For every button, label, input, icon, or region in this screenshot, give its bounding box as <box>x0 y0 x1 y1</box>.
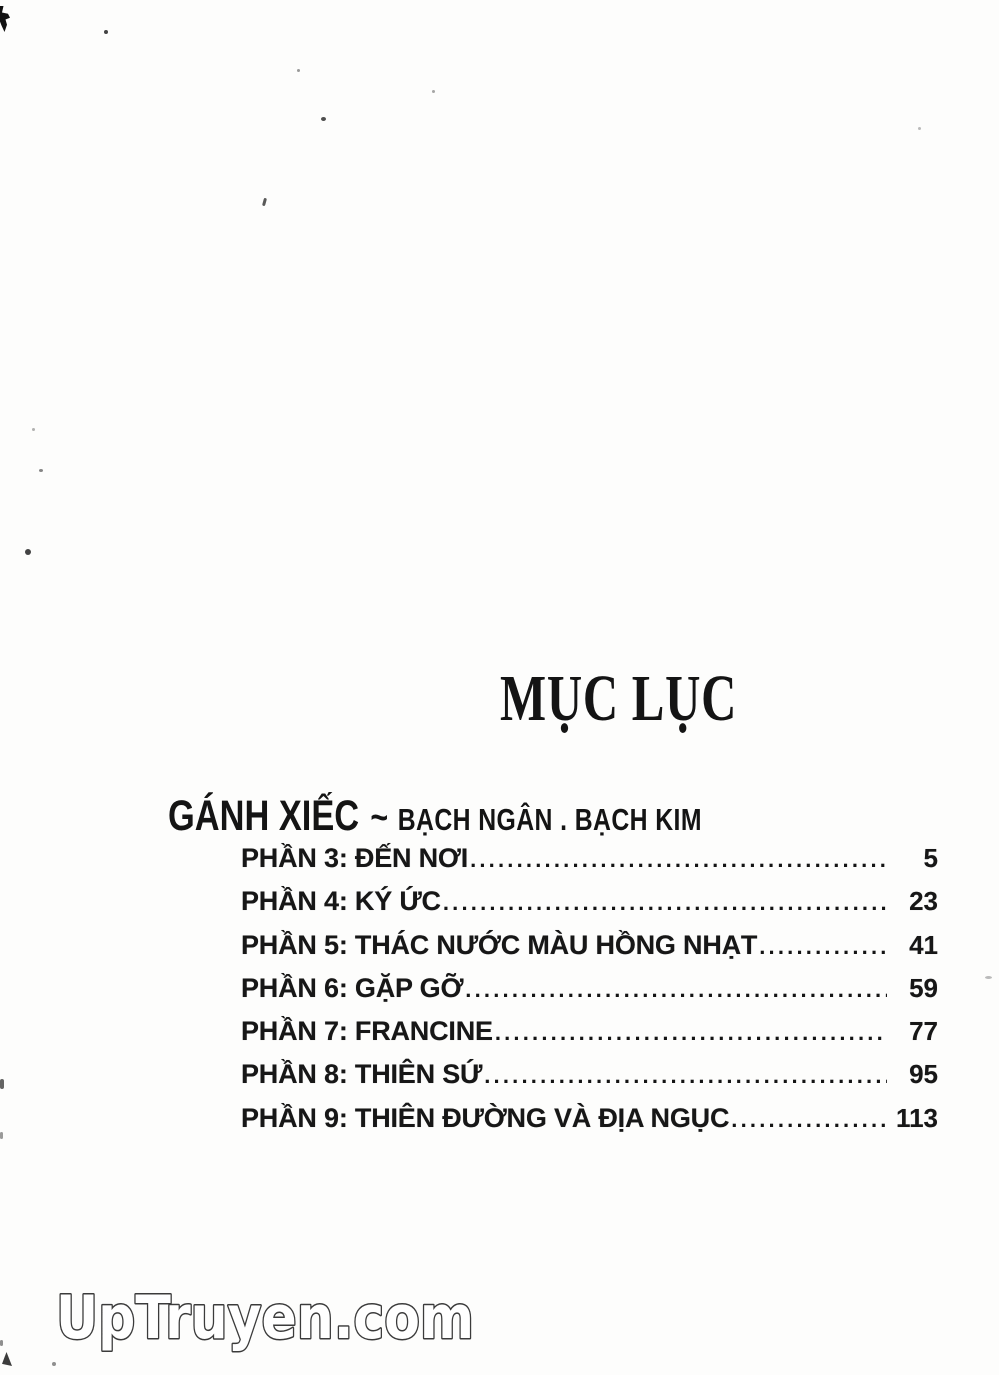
dot-leader <box>759 934 887 960</box>
toc-row <box>241 843 938 886</box>
dot-leader <box>731 1107 887 1133</box>
toc-entry-page: 59 <box>909 972 938 1003</box>
dot-leader <box>465 977 887 1003</box>
scan-artifact-corner <box>0 6 10 32</box>
toc-entry-label: PHẦN 6: GẶP GỠ <box>241 972 464 1003</box>
toc-entry-page: 41 <box>909 929 938 960</box>
toc-entry-page: 23 <box>909 886 938 917</box>
scan-artifact-bottom <box>2 1352 12 1366</box>
dot-leader <box>495 1020 887 1046</box>
toc-row <box>241 973 938 1016</box>
toc-row <box>241 930 938 973</box>
toc-list <box>241 843 938 1146</box>
toc-row <box>241 886 938 929</box>
toc-entry-label: PHẦN 8: THIÊN SỨ <box>241 1059 483 1090</box>
scan-speck <box>25 549 31 555</box>
dot-leader <box>484 1063 887 1089</box>
scan-speck <box>432 90 435 93</box>
scan-speck <box>321 117 326 121</box>
scan-speck <box>104 30 108 34</box>
series-heading <box>168 792 702 841</box>
scan-speck <box>0 1132 3 1139</box>
scan-speck <box>297 69 300 72</box>
scan-speck <box>39 469 43 472</box>
dot-leader <box>443 890 887 916</box>
toc-entry-label: PHẦN 4: KÝ ỨC <box>241 886 441 917</box>
series-name: GÁNH XIẾC <box>168 792 360 840</box>
scan-speck <box>985 976 992 979</box>
toc-entry-page: 77 <box>909 1016 938 1047</box>
dot-leader <box>470 847 887 873</box>
toc-entry-label: PHẦN 3: ĐẾN NƠI <box>241 843 469 873</box>
series-authors: BẠCH NGÂN . BẠCH KIM <box>397 802 702 837</box>
scan-speck <box>0 1079 4 1089</box>
scan-speck <box>262 198 267 207</box>
scan-speck <box>918 127 921 130</box>
toc-entry-page: 5 <box>923 843 938 873</box>
toc-row <box>241 1016 938 1059</box>
scan-speck <box>32 428 35 431</box>
scan-speck <box>0 1340 3 1346</box>
toc-entry-label: PHẦN 5: THÁC NƯỚC MÀU HỒNG NHẠT <box>241 929 758 960</box>
tilde-separator: ~ <box>370 797 389 839</box>
toc-row <box>241 1059 938 1102</box>
toc-entry-label: PHẦN 9: THIÊN ĐƯỜNG VÀ ĐỊA NGỤC <box>241 1102 730 1133</box>
toc-entry-page: 95 <box>909 1059 938 1090</box>
toc-entry-label: PHẦN 7: FRANCINE <box>241 1016 493 1047</box>
toc-entry-page: 113 <box>896 1102 938 1133</box>
toc-row <box>241 1103 938 1146</box>
watermark-uptruyen <box>46 1268 496 1368</box>
watermark-text: UpTruyen.com <box>56 1283 474 1353</box>
page-title: MỤC LỤC <box>500 662 738 735</box>
